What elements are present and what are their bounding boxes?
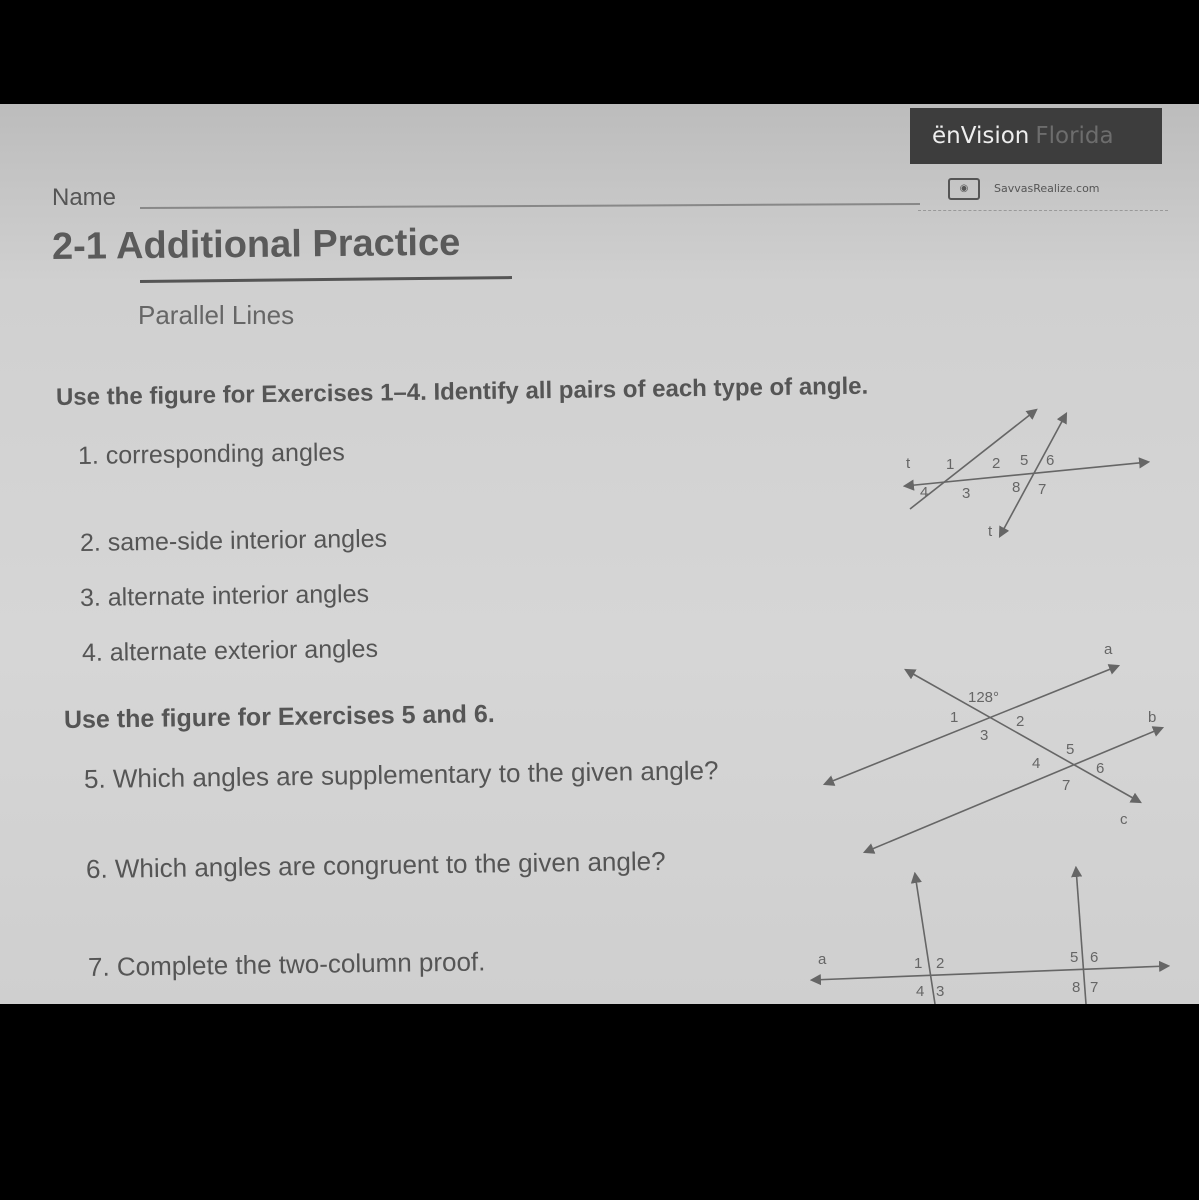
fig3-label-a: a bbox=[818, 951, 827, 968]
worksheet-page bbox=[0, 104, 1199, 1004]
question-5: 5. Which angles are supplementary to the given angle? bbox=[83, 755, 719, 794]
fig2-angle-4: 4 bbox=[1032, 755, 1041, 772]
fig1-angle-3: 3 bbox=[962, 485, 971, 502]
savvas-text: SavvasRealize.com bbox=[994, 182, 1100, 195]
fig2-angle-2: 2 bbox=[1016, 713, 1025, 730]
fig3-angle-1: 1 bbox=[914, 955, 923, 972]
question-4: 4. alternate exterior angles bbox=[81, 634, 379, 667]
instructions-1: Use the figure for Exercises 1–4. Identify all pairs of each type of angle. bbox=[55, 372, 869, 411]
brand-name: ënVision bbox=[932, 123, 1030, 149]
figure-1 bbox=[905, 410, 1148, 536]
page-title: 2-1 Additional Practice bbox=[51, 221, 461, 268]
fig2-angle-6: 6 bbox=[1096, 760, 1105, 777]
figures bbox=[0, 104, 1199, 1004]
question-7: 7. Complete the two-column proof. bbox=[87, 946, 486, 982]
fig3-angle-3: 3 bbox=[936, 983, 945, 1000]
fig1-angle-5: 5 bbox=[1020, 452, 1029, 469]
instructions-2: Use the figure for Exercises 5 and 6. bbox=[63, 699, 495, 734]
fig2-line-a bbox=[825, 666, 1118, 784]
brand-state: Florida bbox=[1035, 123, 1114, 149]
fig3-angle-2: 2 bbox=[936, 955, 945, 972]
fig1-t-label-1: t bbox=[906, 455, 911, 472]
question-2: 2. same-side interior angles bbox=[79, 524, 388, 557]
name-label: Name bbox=[52, 184, 117, 211]
laptop-icon: ◉ bbox=[948, 178, 980, 200]
fig2-label-b: b bbox=[1148, 709, 1157, 726]
fig2-line-c bbox=[906, 670, 1140, 802]
fig1-angle-1: 1 bbox=[946, 456, 955, 473]
fig2-angle-5: 5 bbox=[1066, 741, 1075, 758]
question-1: 1. corresponding angles bbox=[77, 438, 346, 470]
fig2-angle-3: 3 bbox=[980, 727, 989, 744]
fig3-angle-8: 8 bbox=[1072, 979, 1081, 996]
fig2-angle-7: 7 bbox=[1062, 777, 1071, 794]
fig3-line-a bbox=[812, 966, 1168, 980]
page-subtitle: Parallel Lines bbox=[138, 300, 295, 330]
question-6: 6. Which angles are congruent to the given angle? bbox=[85, 845, 666, 884]
fig3-angle-7: 7 bbox=[1090, 979, 1099, 996]
fig3-angle-4: 4 bbox=[916, 983, 925, 1000]
fig1-angle-4: 4 bbox=[920, 484, 929, 501]
fig2-label-a: a bbox=[1104, 641, 1113, 658]
fig1-angle-2: 2 bbox=[992, 455, 1001, 472]
question-3: 3. alternate interior angles bbox=[79, 579, 370, 612]
fig2-angle-1: 1 bbox=[950, 709, 959, 726]
fig1-t-label-2: t bbox=[988, 523, 993, 540]
figure-3 bbox=[812, 868, 1168, 1004]
fig2-label-c: c bbox=[1120, 811, 1128, 828]
fig1-angle-6: 6 bbox=[1046, 452, 1055, 469]
fig1-angle-7: 7 bbox=[1038, 481, 1047, 498]
fig3-angle-5: 5 bbox=[1070, 949, 1079, 966]
fig3-angle-6: 6 bbox=[1090, 949, 1099, 966]
fig2-given-angle: 128° bbox=[968, 689, 1000, 706]
fig1-angle-8: 8 bbox=[1012, 479, 1021, 496]
